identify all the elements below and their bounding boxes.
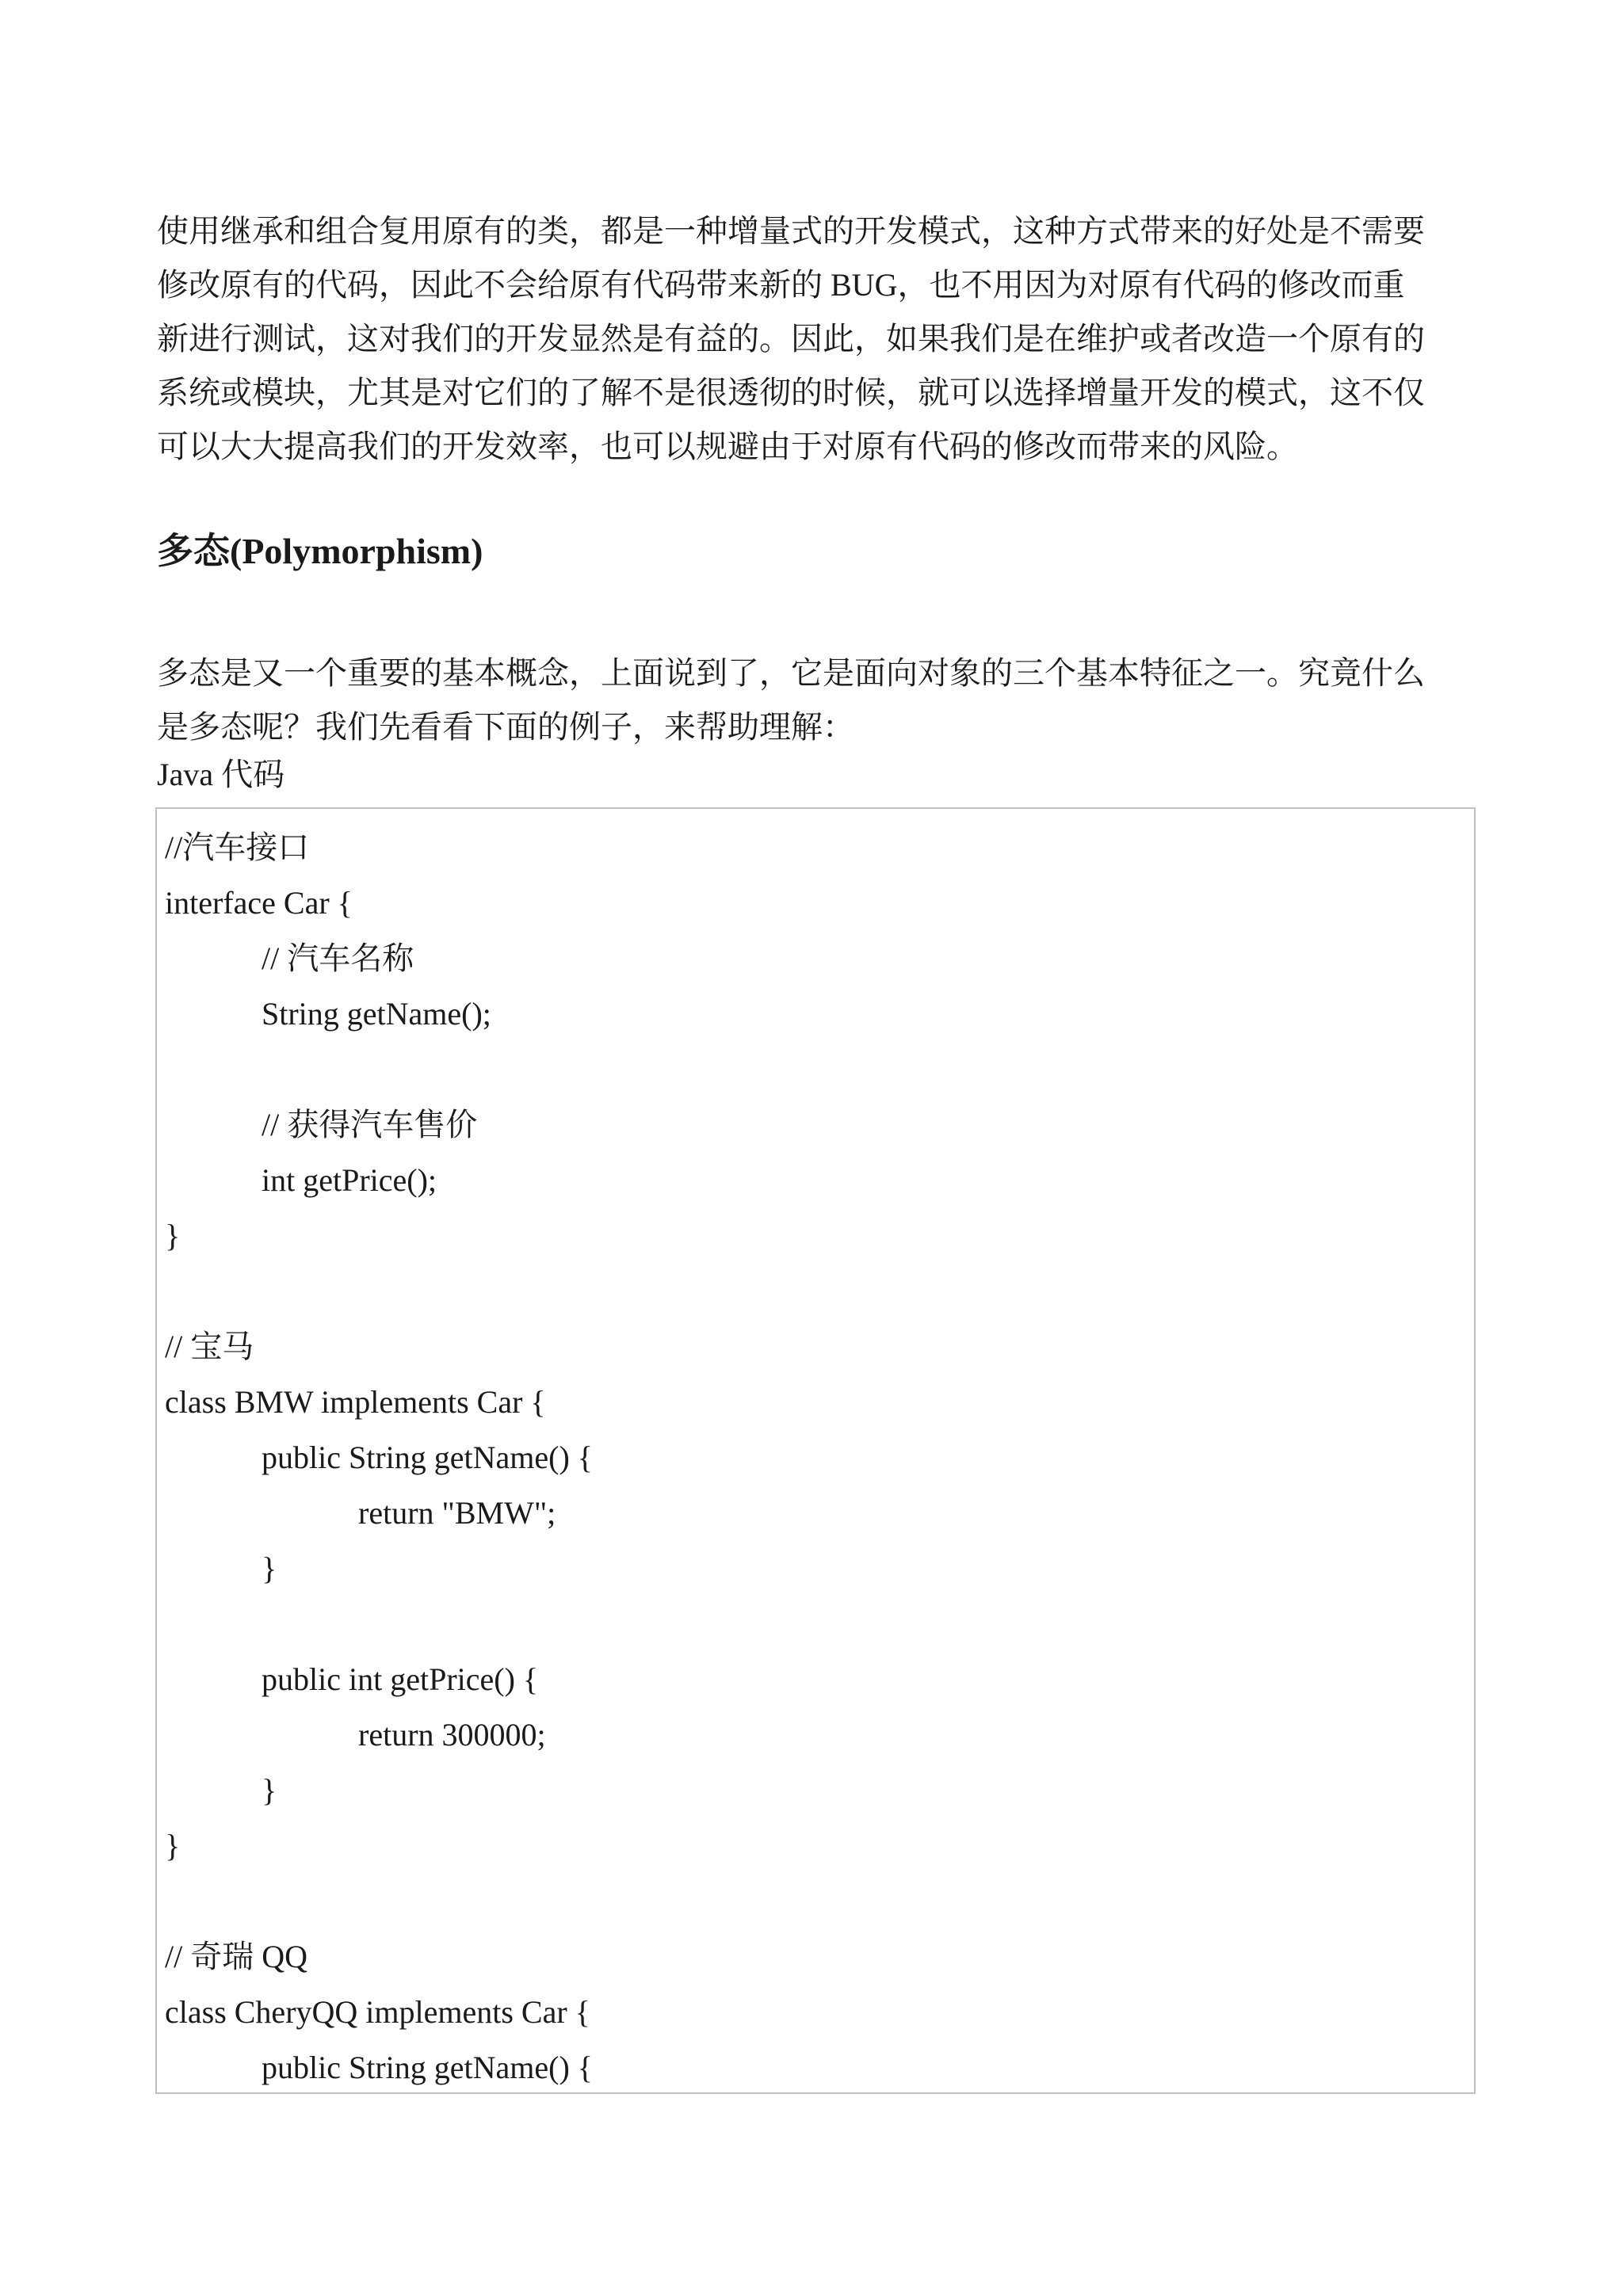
code-line: } (262, 1550, 277, 1586)
code-blank-line (165, 1264, 593, 1319)
code-blank-line (165, 1042, 593, 1097)
intro-paragraph (157, 204, 1480, 474)
code-line: //汽车接口 (165, 830, 310, 865)
code-line: } (165, 1218, 181, 1253)
code-blank-line (165, 1874, 593, 1929)
intro-paragraph-line: 系统或模块，尤其是对它们的了解不是很透彻的时候，就可以选择增量开发的模式，这不仅 (157, 375, 1425, 410)
code-line: public String getName() { (262, 2050, 593, 2085)
code-line: return 300000; (358, 1717, 546, 1753)
intro-paragraph-line: 修改原有的代码，因此不会给原有代码带来新的 BUG，也不用因为对原有代码的修改而重 (157, 267, 1405, 303)
code-line: public int getPrice() { (262, 1661, 539, 1697)
code-line: // 汽车名称 (262, 940, 414, 976)
intro-paragraph-line: 可以大大提高我们的开发效率，也可以规避由于对原有代码的修改而带来的风险。 (157, 429, 1298, 464)
polymorphism-paragraph-line: 是多态呢？我们先看看下面的例子，来帮助理解： (157, 709, 854, 745)
code-label: Java 代码 (157, 757, 285, 792)
code-line: int getPrice(); (262, 1162, 437, 1198)
polymorphism-paragraph-line: 多态是又一个重要的基本概念，上面说到了，它是面向对象的三个基本特征之一。究竟什么 (157, 655, 1425, 691)
polymorphism-paragraph (157, 646, 1480, 754)
code-line: public String getName() { (262, 1440, 593, 1475)
code-blank-line (165, 1596, 593, 1652)
code-line: class CheryQQ implements Car { (165, 1994, 590, 2030)
code-line: // 宝马 (165, 1329, 254, 1364)
code-line: // 奇瑞 QQ (165, 1939, 307, 1974)
code-line: } (262, 1772, 277, 1808)
section-heading: 多态(Polymorphism) (157, 531, 483, 571)
code-lines (165, 820, 593, 2094)
code-line: interface Car { (165, 885, 353, 921)
code-block (155, 807, 1476, 2094)
code-line: } (165, 1828, 181, 1863)
intro-paragraph-line: 新进行测试，这对我们的开发显然是有益的。因此，如果我们是在维护或者改造一个原有的 (157, 321, 1425, 357)
code-line: // 获得汽车售价 (262, 1107, 478, 1142)
code-line: String getName(); (262, 996, 491, 1032)
code-line: class BMW implements Car { (165, 1384, 546, 1420)
intro-paragraph-line: 使用继承和组合复用原有的类，都是一种增量式的开发模式，这种方式带来的好处是不需要 (157, 213, 1425, 249)
code-line: return "BMW"; (358, 1495, 556, 1531)
